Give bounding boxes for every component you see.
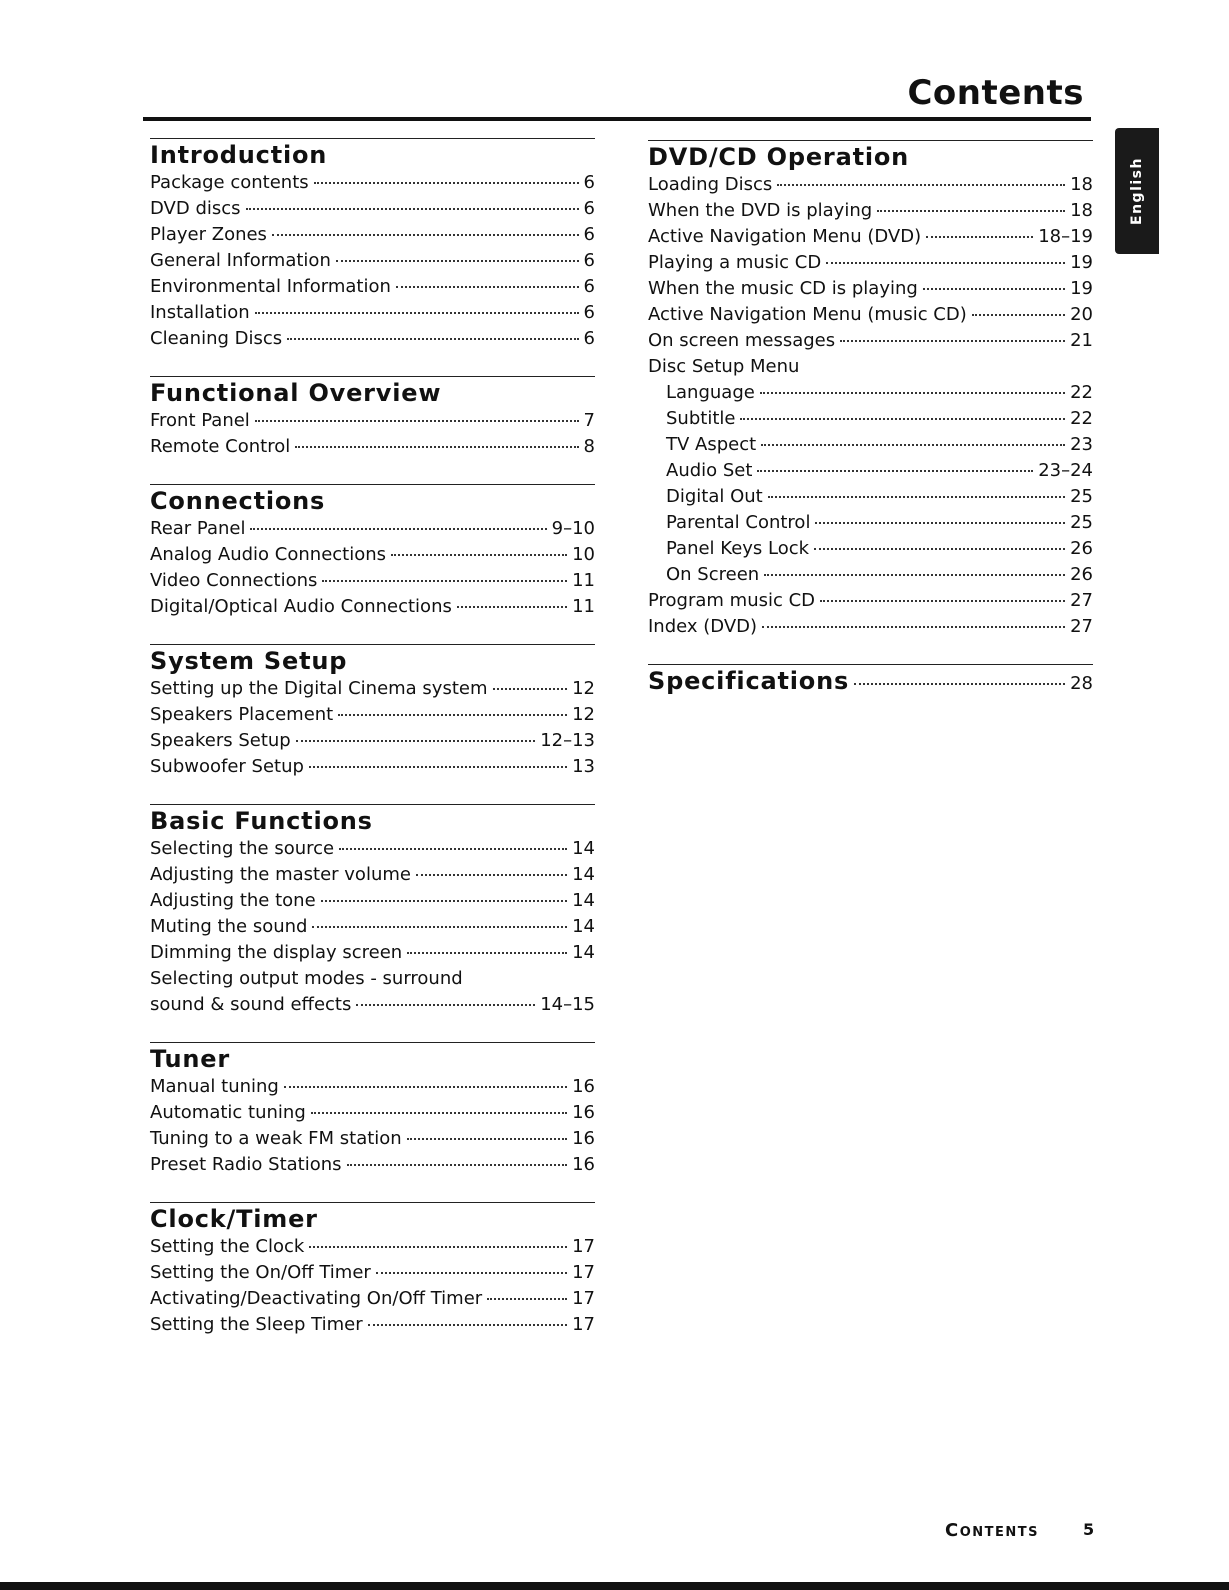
section-heading: System Setup <box>150 644 595 676</box>
toc-entry[interactable] <box>150 300 595 326</box>
entry-page: 11 <box>572 570 595 591</box>
section-heading: Functional Overview <box>150 376 595 408</box>
leader-dots <box>493 688 568 690</box>
entry-page: 14 <box>572 864 595 885</box>
entry-title: Panel Keys Lock <box>666 538 810 559</box>
toc-entry[interactable] <box>150 170 595 196</box>
toc-entry[interactable] <box>648 484 1093 510</box>
entry-title: Selecting the source <box>150 838 335 859</box>
entry-page: 14 <box>572 916 595 937</box>
entry-page: 11 <box>572 596 595 617</box>
toc-entry[interactable] <box>150 1152 595 1178</box>
entry-page: 6 <box>583 224 595 245</box>
entry-title: When the DVD is playing <box>648 200 873 221</box>
toc-section <box>150 138 595 352</box>
leader-dots <box>840 340 1065 342</box>
toc-entry[interactable] <box>150 676 595 702</box>
toc-entry[interactable] <box>150 326 595 352</box>
page-number: 5 <box>1083 1520 1095 1539</box>
leader-dots <box>339 848 567 850</box>
entry-title: Video Connections <box>150 570 318 591</box>
leader-dots <box>777 184 1065 186</box>
leader-dots <box>764 574 1065 576</box>
entry-title: Speakers Placement <box>150 704 334 725</box>
toc-entry[interactable] <box>150 914 595 940</box>
entry-title: Disc Setup Menu <box>648 356 800 377</box>
specifications-entry[interactable] <box>648 664 1093 696</box>
leader-dots <box>376 1272 567 1274</box>
leader-dots <box>416 874 567 876</box>
entry-title: Analog Audio Connections <box>150 544 387 565</box>
entry-title: Playing a music CD <box>648 252 822 273</box>
leader-dots <box>250 528 546 530</box>
entry-page: 18 <box>1070 200 1093 221</box>
entry-title: Language <box>666 382 755 403</box>
entry-title: Cleaning Discs <box>150 328 283 349</box>
entry-page: 21 <box>1070 330 1093 351</box>
toc-entry[interactable] <box>648 302 1093 328</box>
entry-page: 8 <box>583 436 595 457</box>
entry-page: 25 <box>1070 486 1093 507</box>
toc-entry[interactable] <box>648 354 1093 380</box>
entry-page: 26 <box>1070 564 1093 585</box>
entry-title: General Information <box>150 250 331 271</box>
leader-dots <box>757 470 1033 472</box>
toc-entry[interactable] <box>150 434 595 460</box>
right-column <box>648 140 1093 696</box>
toc-entry[interactable] <box>648 380 1093 406</box>
leader-dots <box>815 522 1065 524</box>
leader-dots <box>923 288 1065 290</box>
entry-page: 17 <box>572 1262 595 1283</box>
entry-page: 6 <box>583 172 595 193</box>
toc-section <box>150 484 595 620</box>
leader-dots <box>762 626 1065 628</box>
specifications-page: 28 <box>1070 673 1093 694</box>
leader-dots <box>814 548 1065 550</box>
leader-dots <box>338 714 567 716</box>
toc-entry[interactable] <box>150 862 595 888</box>
toc-entry[interactable] <box>150 594 595 620</box>
entry-page: 19 <box>1070 252 1093 273</box>
toc-entry[interactable] <box>648 224 1093 250</box>
leader-dots <box>272 234 579 236</box>
section-heading: DVD/CD Operation <box>648 140 1093 172</box>
entry-page: 12 <box>572 704 595 725</box>
toc-entry[interactable] <box>150 274 595 300</box>
entry-page: 18 <box>1070 174 1093 195</box>
leader-dots <box>761 444 1065 446</box>
section-heading: Clock/Timer <box>150 1202 595 1234</box>
leader-dots <box>246 208 579 210</box>
entry-title: Subtitle <box>666 408 736 429</box>
leader-dots <box>820 600 1065 602</box>
entry-title: Selecting output modes - surround <box>150 968 463 989</box>
left-column <box>150 138 595 1362</box>
language-tab-label: English <box>1129 157 1145 225</box>
toc-section <box>648 140 1093 640</box>
entry-page: 26 <box>1070 538 1093 559</box>
leader-dots <box>487 1298 567 1300</box>
entry-page: 10 <box>572 544 595 565</box>
leader-dots <box>457 606 567 608</box>
entry-title: Parental Control <box>666 512 811 533</box>
entry-title: When the music CD is playing <box>648 278 918 299</box>
leader-dots <box>391 554 567 556</box>
entry-page: 6 <box>583 198 595 219</box>
toc-entry[interactable] <box>150 702 595 728</box>
leader-dots <box>740 418 1065 420</box>
footer-label: Contents <box>945 1520 1039 1541</box>
leader-dots <box>368 1324 567 1326</box>
toc-entry[interactable] <box>150 1100 595 1126</box>
leader-dots <box>322 580 567 582</box>
toc-entry[interactable] <box>150 222 595 248</box>
toc-entry[interactable] <box>648 276 1093 302</box>
leader-dots <box>255 420 579 422</box>
toc-entry[interactable] <box>648 198 1093 224</box>
specifications-heading: Specifications <box>648 667 850 695</box>
entry-page: 12 <box>572 678 595 699</box>
title-rule <box>143 117 1091 121</box>
entry-title: Speakers Setup <box>150 730 291 751</box>
toc-entry[interactable] <box>150 1312 595 1338</box>
entry-page: 17 <box>572 1288 595 1309</box>
entry-title: On Screen <box>666 564 760 585</box>
entry-title: TV Aspect <box>666 434 757 455</box>
toc-entry[interactable] <box>150 836 595 862</box>
section-heading: Introduction <box>150 138 595 170</box>
leader-dots <box>295 446 578 448</box>
toc-entry[interactable] <box>150 754 595 780</box>
toc-entry[interactable] <box>150 516 595 542</box>
leader-dots <box>972 314 1065 316</box>
toc-section <box>150 1042 595 1178</box>
entry-page: 16 <box>572 1102 595 1123</box>
entry-title: Remote Control <box>150 436 291 457</box>
toc-section <box>150 376 595 460</box>
entry-title: Audio Set <box>666 460 753 481</box>
leader-dots <box>347 1164 568 1166</box>
toc-entry[interactable] <box>648 458 1093 484</box>
entry-title: sound & sound effects <box>150 994 352 1015</box>
entry-title: Setting the On/Off Timer <box>150 1262 371 1283</box>
leader-dots <box>284 1086 567 1088</box>
toc-entry[interactable] <box>648 328 1093 354</box>
toc-entry[interactable] <box>648 406 1093 432</box>
section-heading: Connections <box>150 484 595 516</box>
entry-title: Digital/Optical Audio Connections <box>150 596 452 617</box>
section-heading: Tuner <box>150 1042 595 1074</box>
entry-title: Environmental Information <box>150 276 391 297</box>
entry-title: Muting the sound <box>150 916 308 937</box>
toc-entry[interactable] <box>648 510 1093 536</box>
entry-page: 27 <box>1070 616 1093 637</box>
toc-entry[interactable] <box>150 728 595 754</box>
entry-page: 6 <box>583 276 595 297</box>
entry-page: 22 <box>1070 408 1093 429</box>
entry-title: On screen messages <box>648 330 836 351</box>
toc-entry[interactable] <box>150 940 595 966</box>
toc-entry[interactable] <box>150 1286 595 1312</box>
leader-dots <box>336 260 579 262</box>
entry-page: 18–19 <box>1038 226 1093 247</box>
toc-section <box>150 804 595 1018</box>
entry-page: 16 <box>572 1154 595 1175</box>
entry-title: Activating/Deactivating On/Off Timer <box>150 1288 483 1309</box>
toc-entry[interactable] <box>150 1234 595 1260</box>
toc-entry[interactable] <box>150 966 595 992</box>
toc-entry[interactable] <box>648 562 1093 588</box>
entry-title: Adjusting the master volume <box>150 864 411 885</box>
entry-title: Tuning to a weak FM station <box>150 1128 402 1149</box>
leader-dots <box>296 740 535 742</box>
entry-page: 12–13 <box>540 730 595 751</box>
leader-dots <box>312 926 567 928</box>
toc-entry[interactable] <box>150 1260 595 1286</box>
toc-entry[interactable] <box>648 536 1093 562</box>
entry-title: Program music CD <box>648 590 816 611</box>
toc-entry[interactable] <box>150 542 595 568</box>
leader-dots <box>407 952 567 954</box>
entry-page: 6 <box>583 250 595 271</box>
toc-section <box>150 644 595 780</box>
entry-page: 23–24 <box>1038 460 1093 481</box>
entry-title: Setting up the Digital Cinema system <box>150 678 488 699</box>
entry-title: Manual tuning <box>150 1076 279 1097</box>
leader-dots <box>407 1138 567 1140</box>
entry-page: 16 <box>572 1076 595 1097</box>
section-heading: Basic Functions <box>150 804 595 836</box>
leader-dots <box>255 312 579 314</box>
entry-page: 13 <box>572 756 595 777</box>
entry-title: Automatic tuning <box>150 1102 306 1123</box>
leader-dots <box>321 900 567 902</box>
entry-title: DVD discs <box>150 198 241 219</box>
entry-title: Front Panel <box>150 410 250 431</box>
entry-page: 23 <box>1070 434 1093 455</box>
leader-dots <box>760 392 1065 394</box>
leader-dots <box>877 210 1065 212</box>
entry-page: 25 <box>1070 512 1093 533</box>
entry-page: 14 <box>572 838 595 859</box>
entry-title: Rear Panel <box>150 518 246 539</box>
leader-dots <box>854 683 1065 685</box>
entry-title: Installation <box>150 302 250 323</box>
toc-entry[interactable] <box>648 588 1093 614</box>
toc-entry[interactable] <box>150 1126 595 1152</box>
toc-entry[interactable] <box>648 172 1093 198</box>
entry-title: Preset Radio Stations <box>150 1154 342 1175</box>
entry-page: 6 <box>583 302 595 323</box>
entry-page: 7 <box>583 410 595 431</box>
entry-page: 22 <box>1070 382 1093 403</box>
toc-entry[interactable] <box>150 888 595 914</box>
entry-page: 9–10 <box>551 518 595 539</box>
toc-entry[interactable] <box>150 196 595 222</box>
entry-title: Active Navigation Menu (DVD) <box>648 226 922 247</box>
entry-title: Setting the Clock <box>150 1236 305 1257</box>
toc-section <box>150 1202 595 1338</box>
leader-dots <box>314 182 579 184</box>
toc-entry[interactable] <box>150 408 595 434</box>
toc-entry[interactable] <box>150 248 595 274</box>
language-tab <box>1115 128 1159 254</box>
entry-title: Subwoofer Setup <box>150 756 304 777</box>
toc-entry[interactable] <box>150 992 595 1018</box>
leader-dots <box>287 338 578 340</box>
leader-dots <box>926 236 1033 238</box>
bottom-rule <box>0 1582 1229 1590</box>
entry-title: Player Zones <box>150 224 267 245</box>
entry-title: Package contents <box>150 172 309 193</box>
entry-title: Loading Discs <box>648 174 773 195</box>
page-title: Contents <box>907 73 1084 113</box>
leader-dots <box>309 1246 567 1248</box>
entry-page: 17 <box>572 1314 595 1335</box>
entry-title: Setting the Sleep Timer <box>150 1314 363 1335</box>
leader-dots <box>826 262 1065 264</box>
leader-dots <box>309 766 567 768</box>
leader-dots <box>768 496 1065 498</box>
entry-page: 14 <box>572 890 595 911</box>
entry-title: Dimming the display screen <box>150 942 403 963</box>
entry-page: 6 <box>583 328 595 349</box>
leader-dots <box>311 1112 567 1114</box>
entry-page: 17 <box>572 1236 595 1257</box>
entry-page: 14 <box>572 942 595 963</box>
entry-title: Adjusting the tone <box>150 890 316 911</box>
toc-entry[interactable] <box>648 614 1093 640</box>
leader-dots <box>396 286 579 288</box>
leader-dots <box>356 1004 535 1006</box>
entry-title: Digital Out <box>666 486 763 507</box>
toc-entry[interactable] <box>648 432 1093 458</box>
entry-title: Active Navigation Menu (music CD) <box>648 304 967 325</box>
entry-page: 27 <box>1070 590 1093 611</box>
entry-page: 14–15 <box>540 994 595 1015</box>
toc-entry[interactable] <box>648 250 1093 276</box>
toc-entry[interactable] <box>150 568 595 594</box>
entry-title: Index (DVD) <box>648 616 758 637</box>
entry-page: 19 <box>1070 278 1093 299</box>
entry-page: 20 <box>1070 304 1093 325</box>
toc-entry[interactable] <box>150 1074 595 1100</box>
entry-page: 16 <box>572 1128 595 1149</box>
